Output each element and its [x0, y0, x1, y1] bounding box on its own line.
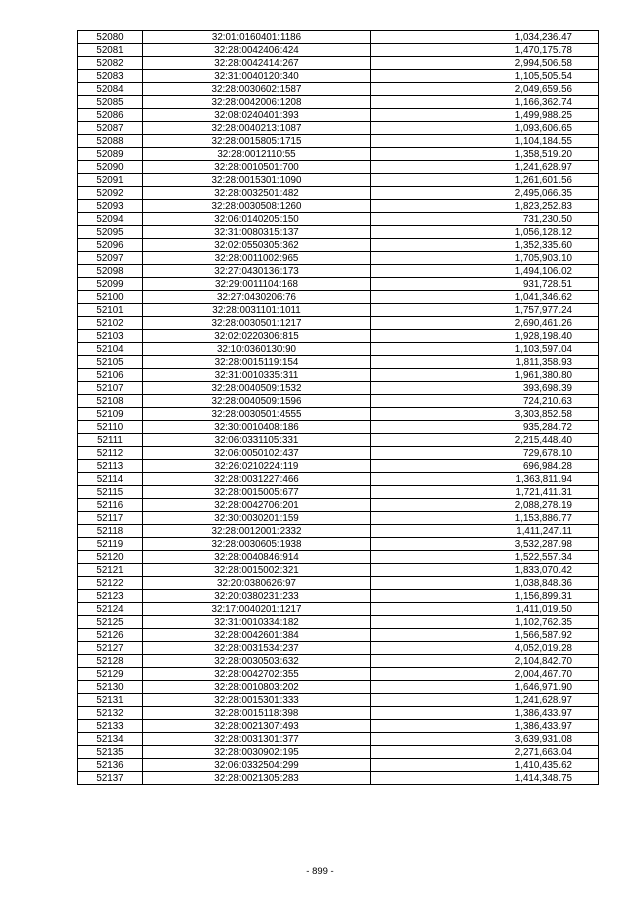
row-number-cell: 52115 — [78, 486, 143, 499]
table-row — [78, 44, 599, 57]
row-number-cell: 52135 — [78, 746, 143, 759]
row-number-cell: 52100 — [78, 291, 143, 304]
cadastral-number-cell: 32:02:0550305:362 — [143, 239, 371, 252]
cadastral-number-cell: 32:28:0042706:201 — [143, 499, 371, 512]
cadastral-number-cell: 32:27:0430206:76 — [143, 291, 371, 304]
cadastral-number-cell: 32:31:0040120:340 — [143, 70, 371, 83]
table-row — [78, 421, 599, 434]
cadastral-value-cell: 1,499,988.25 — [371, 109, 599, 122]
cadastral-number-cell: 32:10:0360130:90 — [143, 343, 371, 356]
table-row — [78, 720, 599, 733]
row-number-cell: 52091 — [78, 174, 143, 187]
cadastral-value-cell: 1,414,348.75 — [371, 772, 599, 785]
cadastral-number-cell: 32:31:0010334:182 — [143, 616, 371, 629]
table-row — [78, 447, 599, 460]
table-row — [78, 460, 599, 473]
cadastral-number-cell: 32:30:0030201:159 — [143, 512, 371, 525]
cadastral-value-cell: 1,358,519.20 — [371, 148, 599, 161]
table-row — [78, 772, 599, 785]
cadastral-number-cell: 32:28:0030605:1938 — [143, 538, 371, 551]
row-number-cell: 52080 — [78, 31, 143, 44]
cadastral-value-cell: 393,698.39 — [371, 382, 599, 395]
table-row — [78, 369, 599, 382]
table-row — [78, 278, 599, 291]
row-number-cell: 52097 — [78, 252, 143, 265]
cadastral-value-cell: 931,728.51 — [371, 278, 599, 291]
table-row — [78, 161, 599, 174]
row-number-cell: 52081 — [78, 44, 143, 57]
cadastral-number-cell: 32:28:0030902:195 — [143, 746, 371, 759]
cadastral-number-cell: 32:02:0220306:815 — [143, 330, 371, 343]
cadastral-number-cell: 32:28:0030501:4555 — [143, 408, 371, 421]
cadastral-value-cell: 2,690,461.26 — [371, 317, 599, 330]
cadastral-number-cell: 32:28:0031534:237 — [143, 642, 371, 655]
table-row — [78, 291, 599, 304]
row-number-cell: 52130 — [78, 681, 143, 694]
table-row — [78, 395, 599, 408]
table-row — [78, 629, 599, 642]
table-row — [78, 707, 599, 720]
row-number-cell: 52101 — [78, 304, 143, 317]
table-row — [78, 486, 599, 499]
cadastral-value-cell: 1,811,358.93 — [371, 356, 599, 369]
table-row — [78, 655, 599, 668]
table-row — [78, 187, 599, 200]
row-number-cell: 52127 — [78, 642, 143, 655]
row-number-cell: 52137 — [78, 772, 143, 785]
row-number-cell: 52090 — [78, 161, 143, 174]
table-row — [78, 538, 599, 551]
cadastral-number-cell: 32:28:0031301:377 — [143, 733, 371, 746]
cadastral-number-cell: 32:28:0021305:283 — [143, 772, 371, 785]
cadastral-number-cell: 32:28:0042702:355 — [143, 668, 371, 681]
cadastral-number-cell: 32:28:0015119:154 — [143, 356, 371, 369]
cadastral-number-cell: 32:17:0040201:1217 — [143, 603, 371, 616]
cadastral-value-cell: 3,532,287.98 — [371, 538, 599, 551]
cadastral-number-cell: 32:30:0010408:186 — [143, 421, 371, 434]
table-row — [78, 512, 599, 525]
row-number-cell: 52126 — [78, 629, 143, 642]
cadastral-number-cell: 32:08:0240401:393 — [143, 109, 371, 122]
cadastral-value-cell: 1,241,628.97 — [371, 161, 599, 174]
table-row — [78, 122, 599, 135]
cadastral-number-cell: 32:20:0380626:97 — [143, 577, 371, 590]
table-row — [78, 200, 599, 213]
row-number-cell: 52125 — [78, 616, 143, 629]
table-row — [78, 759, 599, 772]
cadastral-value-cell: 2,104,842.70 — [371, 655, 599, 668]
table-row — [78, 265, 599, 278]
cadastral-value-cell: 1,566,587.92 — [371, 629, 599, 642]
cadastral-number-cell: 32:26:0210224:119 — [143, 460, 371, 473]
cadastral-value-cell: 1,056,128.12 — [371, 226, 599, 239]
row-number-cell: 52118 — [78, 525, 143, 538]
cadastral-value-cell: 4,052,019.28 — [371, 642, 599, 655]
cadastral-number-cell: 32:06:0050102:437 — [143, 447, 371, 460]
row-number-cell: 52085 — [78, 96, 143, 109]
table-row — [78, 681, 599, 694]
cadastral-value-cell: 1,494,106.02 — [371, 265, 599, 278]
row-number-cell: 52119 — [78, 538, 143, 551]
row-number-cell: 52106 — [78, 369, 143, 382]
cadastral-value-cell: 696,984.28 — [371, 460, 599, 473]
cadastral-number-cell: 32:28:0015005:677 — [143, 486, 371, 499]
table-row — [78, 317, 599, 330]
cadastral-value-cell: 1,352,335.60 — [371, 239, 599, 252]
table-row — [78, 616, 599, 629]
cadastral-value-cell: 729,678.10 — [371, 447, 599, 460]
cadastral-number-cell: 32:06:0332504:299 — [143, 759, 371, 772]
row-number-cell: 52095 — [78, 226, 143, 239]
table-row — [78, 408, 599, 421]
row-number-cell: 52129 — [78, 668, 143, 681]
page-number: - 899 - — [306, 866, 334, 877]
cadastral-value-cell: 2,994,506.58 — [371, 57, 599, 70]
cadastral-value-cell: 1,034,236.47 — [371, 31, 599, 44]
cadastral-number-cell: 32:28:0032501:482 — [143, 187, 371, 200]
cadastral-value-cell: 3,303,852.58 — [371, 408, 599, 421]
cadastral-number-cell: 32:31:0010335:311 — [143, 369, 371, 382]
table-row — [78, 109, 599, 122]
table-row — [78, 174, 599, 187]
row-number-cell: 52102 — [78, 317, 143, 330]
table-row — [78, 330, 599, 343]
cadastral-number-cell: 32:28:0010501:700 — [143, 161, 371, 174]
table-row — [78, 525, 599, 538]
cadastral-value-table-container — [77, 30, 598, 785]
cadastral-number-cell: 32:28:0030602:1587 — [143, 83, 371, 96]
row-number-cell: 52111 — [78, 434, 143, 447]
cadastral-number-cell: 32:31:0080315:137 — [143, 226, 371, 239]
row-number-cell: 52132 — [78, 707, 143, 720]
cadastral-number-cell: 32:28:0021307:493 — [143, 720, 371, 733]
row-number-cell: 52093 — [78, 200, 143, 213]
row-number-cell: 52136 — [78, 759, 143, 772]
row-number-cell: 52134 — [78, 733, 143, 746]
cadastral-value-cell: 1,705,903.10 — [371, 252, 599, 265]
table-row — [78, 642, 599, 655]
table-row — [78, 434, 599, 447]
cadastral-value-cell: 1,041,346.62 — [371, 291, 599, 304]
cadastral-value-cell: 1,156,899.31 — [371, 590, 599, 603]
cadastral-value-cell: 1,823,252.83 — [371, 200, 599, 213]
table-row — [78, 668, 599, 681]
table-row — [78, 551, 599, 564]
cadastral-number-cell: 32:28:0011002:965 — [143, 252, 371, 265]
cadastral-number-cell: 32:28:0010803:202 — [143, 681, 371, 694]
cadastral-number-cell: 32:28:0030503:632 — [143, 655, 371, 668]
cadastral-value-cell: 1,522,557.34 — [371, 551, 599, 564]
cadastral-number-cell: 32:29:0011104:168 — [143, 278, 371, 291]
cadastral-value-cell: 2,495,066.35 — [371, 187, 599, 200]
cadastral-value-cell: 724,210.63 — [371, 395, 599, 408]
cadastral-number-cell: 32:28:0030508:1260 — [143, 200, 371, 213]
cadastral-value-cell: 2,004,467.70 — [371, 668, 599, 681]
table-row — [78, 473, 599, 486]
cadastral-number-cell: 32:28:0031227:466 — [143, 473, 371, 486]
table-row — [78, 603, 599, 616]
table-row — [78, 31, 599, 44]
table-row — [78, 499, 599, 512]
row-number-cell: 52092 — [78, 187, 143, 200]
cadastral-value-cell: 1,038,848.36 — [371, 577, 599, 590]
cadastral-value-cell: 2,271,663.04 — [371, 746, 599, 759]
cadastral-value-cell: 1,833,070.42 — [371, 564, 599, 577]
row-number-cell: 52084 — [78, 83, 143, 96]
row-number-cell: 52089 — [78, 148, 143, 161]
cadastral-number-cell: 32:28:0015118:398 — [143, 707, 371, 720]
row-number-cell: 52086 — [78, 109, 143, 122]
cadastral-value-cell: 1,363,811.94 — [371, 473, 599, 486]
cadastral-number-cell: 32:01:0160401:1186 — [143, 31, 371, 44]
cadastral-number-cell: 32:28:0042601:384 — [143, 629, 371, 642]
cadastral-value-cell: 1,411,247.11 — [371, 525, 599, 538]
cadastral-number-cell: 32:28:0042414:267 — [143, 57, 371, 70]
row-number-cell: 52123 — [78, 590, 143, 603]
cadastral-value-cell: 1,961,380.80 — [371, 369, 599, 382]
table-row — [78, 590, 599, 603]
cadastral-number-cell: 32:28:0015301:1090 — [143, 174, 371, 187]
cadastral-number-cell: 32:28:0031101:1011 — [143, 304, 371, 317]
row-number-cell: 52108 — [78, 395, 143, 408]
cadastral-number-cell: 32:28:0012110:55 — [143, 148, 371, 161]
table-row — [78, 57, 599, 70]
cadastral-number-cell: 32:27:0430136:173 — [143, 265, 371, 278]
table-row — [78, 577, 599, 590]
cadastral-value-cell: 731,230.50 — [371, 213, 599, 226]
row-number-cell: 52087 — [78, 122, 143, 135]
cadastral-value-cell: 1,646,971.90 — [371, 681, 599, 694]
table-row — [78, 304, 599, 317]
row-number-cell: 52105 — [78, 356, 143, 369]
row-number-cell: 52096 — [78, 239, 143, 252]
cadastral-value-cell: 1,386,433.97 — [371, 720, 599, 733]
cadastral-value-cell: 1,470,175.78 — [371, 44, 599, 57]
table-row — [78, 148, 599, 161]
row-number-cell: 52113 — [78, 460, 143, 473]
cadastral-value-cell: 2,215,448.40 — [371, 434, 599, 447]
cadastral-value-cell: 1,103,597.04 — [371, 343, 599, 356]
cadastral-value-cell: 1,153,886.77 — [371, 512, 599, 525]
row-number-cell: 52131 — [78, 694, 143, 707]
row-number-cell: 52098 — [78, 265, 143, 278]
table-row — [78, 135, 599, 148]
table-row — [78, 733, 599, 746]
table-row — [78, 213, 599, 226]
cadastral-number-cell: 32:28:0040509:1596 — [143, 395, 371, 408]
cadastral-number-cell: 32:28:0030501:1217 — [143, 317, 371, 330]
cadastral-number-cell: 32:06:0140205:150 — [143, 213, 371, 226]
cadastral-value-cell: 1,928,198.40 — [371, 330, 599, 343]
row-number-cell: 52099 — [78, 278, 143, 291]
row-number-cell: 52082 — [78, 57, 143, 70]
row-number-cell: 52112 — [78, 447, 143, 460]
cadastral-number-cell: 32:28:0040213:1087 — [143, 122, 371, 135]
cadastral-number-cell: 32:28:0042406:424 — [143, 44, 371, 57]
row-number-cell: 52104 — [78, 343, 143, 356]
table-row — [78, 746, 599, 759]
cadastral-value-cell: 1,102,762.35 — [371, 616, 599, 629]
cadastral-value-cell: 2,088,278.19 — [371, 499, 599, 512]
row-number-cell: 52117 — [78, 512, 143, 525]
row-number-cell: 52094 — [78, 213, 143, 226]
row-number-cell: 52122 — [78, 577, 143, 590]
cadastral-number-cell: 32:28:0040846:914 — [143, 551, 371, 564]
row-number-cell: 52103 — [78, 330, 143, 343]
cadastral-value-cell: 1,093,606.65 — [371, 122, 599, 135]
row-number-cell: 52128 — [78, 655, 143, 668]
table-row — [78, 96, 599, 109]
row-number-cell: 52124 — [78, 603, 143, 616]
cadastral-value-cell: 935,284.72 — [371, 421, 599, 434]
cadastral-number-cell: 32:28:0015301:333 — [143, 694, 371, 707]
row-number-cell: 52110 — [78, 421, 143, 434]
cadastral-number-cell: 32:06:0331105:331 — [143, 434, 371, 447]
table-body — [78, 31, 599, 785]
row-number-cell: 52109 — [78, 408, 143, 421]
row-number-cell: 52133 — [78, 720, 143, 733]
cadastral-value-cell: 1,105,505.54 — [371, 70, 599, 83]
table-row — [78, 356, 599, 369]
cadastral-number-cell: 32:28:0015805:1715 — [143, 135, 371, 148]
table-row — [78, 70, 599, 83]
table-row — [78, 252, 599, 265]
cadastral-value-cell: 1,411,019.50 — [371, 603, 599, 616]
row-number-cell: 52107 — [78, 382, 143, 395]
row-number-cell: 52114 — [78, 473, 143, 486]
cadastral-value-cell: 2,049,659.56 — [371, 83, 599, 96]
table-row — [78, 343, 599, 356]
table-row — [78, 564, 599, 577]
table-row — [78, 83, 599, 96]
cadastral-number-cell: 32:28:0042006:1208 — [143, 96, 371, 109]
table-row — [78, 239, 599, 252]
row-number-cell: 52116 — [78, 499, 143, 512]
row-number-cell: 52088 — [78, 135, 143, 148]
cadastral-value-cell: 1,104,184.55 — [371, 135, 599, 148]
row-number-cell: 52083 — [78, 70, 143, 83]
cadastral-value-cell: 1,757,977.24 — [371, 304, 599, 317]
cadastral-value-table — [77, 30, 599, 785]
cadastral-value-cell: 3,639,931.08 — [371, 733, 599, 746]
cadastral-number-cell: 32:28:0040509:1532 — [143, 382, 371, 395]
table-row — [78, 694, 599, 707]
cadastral-value-cell: 1,261,601.56 — [371, 174, 599, 187]
row-number-cell: 52120 — [78, 551, 143, 564]
cadastral-number-cell: 32:28:0012001:2332 — [143, 525, 371, 538]
table-row — [78, 226, 599, 239]
cadastral-number-cell: 32:28:0015002:321 — [143, 564, 371, 577]
cadastral-value-cell: 1,241,628.97 — [371, 694, 599, 707]
cadastral-value-cell: 1,721,411.31 — [371, 486, 599, 499]
row-number-cell: 52121 — [78, 564, 143, 577]
table-row — [78, 382, 599, 395]
cadastral-value-cell: 1,166,362.74 — [371, 96, 599, 109]
cadastral-number-cell: 32:20:0380231:233 — [143, 590, 371, 603]
cadastral-value-cell: 1,410,435.62 — [371, 759, 599, 772]
cadastral-value-cell: 1,386,433.97 — [371, 707, 599, 720]
